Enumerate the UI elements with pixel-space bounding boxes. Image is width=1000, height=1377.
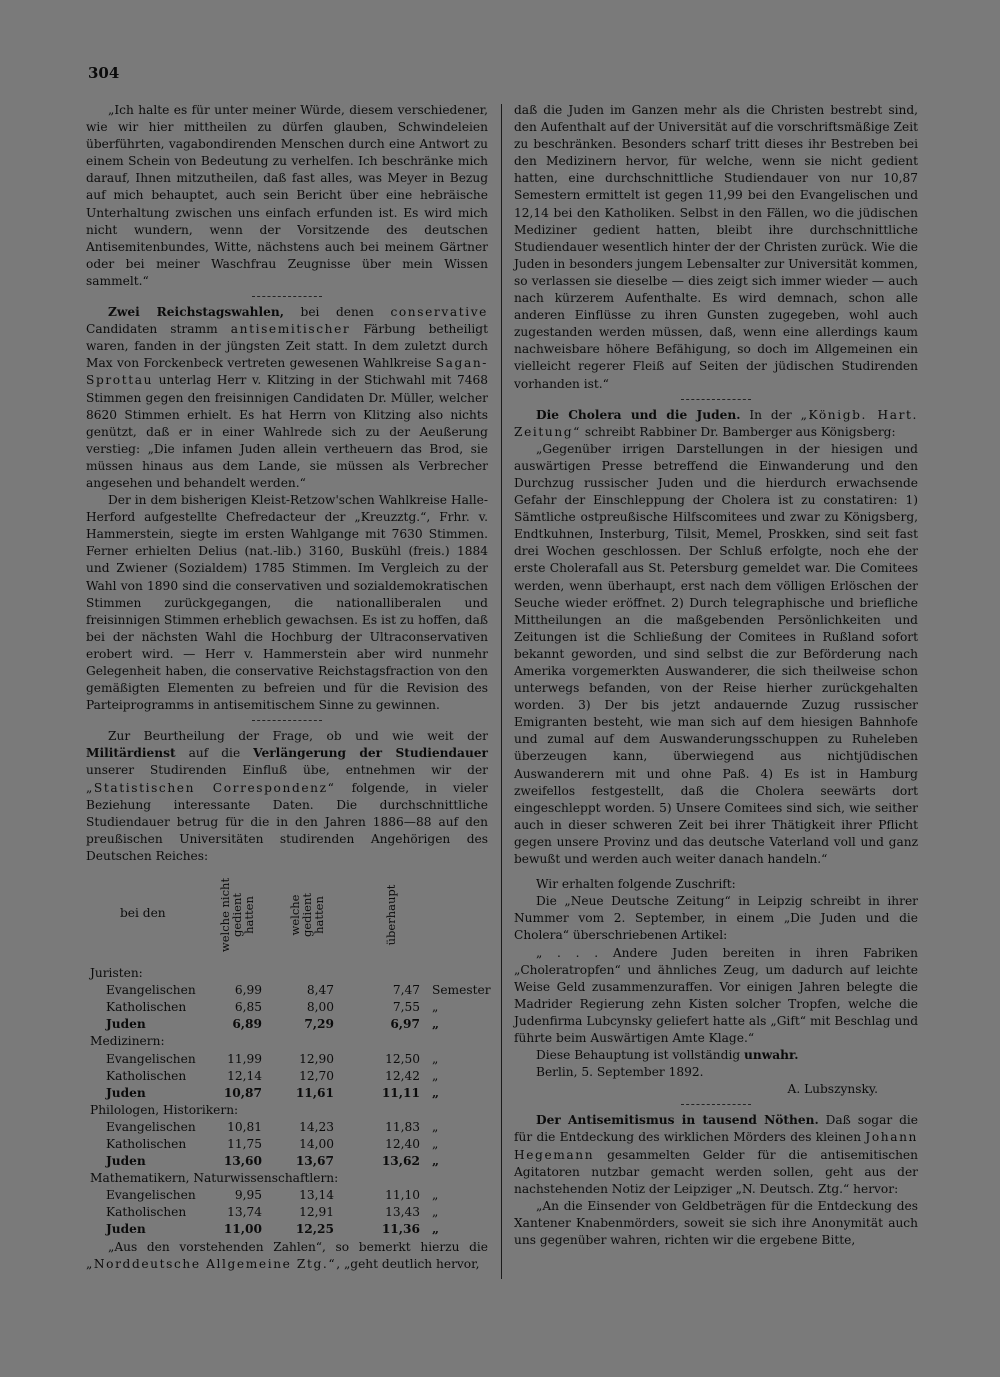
table-group-heading: Mathematikern, Naturwissenschaftlern: [90, 1171, 339, 1186]
quote-paragraph: „Ich halte es für unter meiner Würde, diesem verschiedener, wie wir hier mittheilen zu dürfen glauben, Schwindeleien überführten, vagabondirenden Menschen durch eine Antwort zu einem Schein von Bedeutung zu verhelfen. Ich beschränke mich darauf, Ihnen mitzutheilen, daß fast alles, was Meyer in Bezug auf mich behauptet, auch sein Bericht über eine hebräische Unterhaltung zwischen uns einfach erfunden ist. Es wird mich nicht wundern, wenn der Vorsitzende des deutschen Antisemitenbundes, Witte, nächstens auch bei meinem Gärtner oder bei meiner Waschfrau Zeugnisse über mein Wissen sammelt.“ [86, 103, 488, 288]
cell-overall: 7,47 [392, 983, 420, 998]
cell-unit: „ [432, 1119, 439, 1134]
table-row-label-header: bei den [120, 906, 166, 921]
table-row [86, 1187, 488, 1204]
cell-served: 14,23 [299, 1119, 334, 1134]
cell-overall: 13,43 [385, 1205, 420, 1220]
cell-unit: „ [432, 1222, 440, 1237]
cell-overall: 13,62 [381, 1154, 420, 1169]
table-body [86, 965, 491, 1239]
table-row [86, 1068, 488, 1085]
dateline: Berlin, 5. September 1892. [536, 1065, 704, 1080]
cell-overall: 11,83 [385, 1119, 420, 1134]
row-label: Juden [106, 1154, 146, 1169]
quote-paragraph: „An die Einsender von Geldbeträgen für die Entdeckung des Xantener Knabenmörders, soweit sie sich ihre Anonymität auch uns gegenüber wahren, richten wir die ergebene Bitte, [514, 1198, 918, 1247]
article-paragraph: Diese Behauptung ist vollständig unwahr. [536, 1048, 799, 1063]
quote-paragraph: „Gegenüber irrigen Darstellungen in der hiesigen und auswärtigen Presse betreffend die Einwanderung und den Durchzug russischer Juden und die hierdurch erwachsende Gefahr der Einschleppung der Cholera ist zu constatiren: 1) Sämtliche ostpreußische Hilfscomitees und zwar zu Königsberg, Endtkuhnen, Insterburg, Tilsit, Memel, Proskken, sind seit fast drei Wochen geschlossen. Der Schluß erfolgte, noch ehe der erste Cholerafall aus St. Petersburg gemeldet war. Die Comitees werden, wenn überhaupt, erst nach dem völligen Erlöschen der Seuche wieder eröffnet. 2) Durch telegraphische und briefliche Mittheilungen an die maßgebenden Persönlichkeiten und Zeitungen ist die Schließung der Comitees in Rußland sofort bekannt geworden, und sind selbst die zur Beförderung nach Amerika vorgemerkten Auswanderer, die sich theilweise schon unterwegs befanden, von der Reise hierher zurückgehalten worden. 3) Der bis jetzt andauernde Zuzug russischer Emigranten besteht, wie man sich auf dem hiesigen Bahnhofe und zumal auf dem Auswanderungsschuppen zu Ruheleben überzeugen kann, überwiegend aus nichtjüdischen Auswanderern mit und ohne Paß. 4) Es ist in Hamburg zweifellos festgestellt, daß die Cholera seewärts dort eingeschleppt worden. 5) Unsere Comitees sind sich, wie seither auch in dieser schweren Zeit bei ihrer Thätigkeit ihrer Pflicht gegen unsere Provinz und das deutsche Vaterland voll und ganz bewußt und werden auch weiter danach handeln.“ [514, 441, 918, 867]
article-paragraph: Der in dem bisherigen Kleist-Retzow'schen Wahlkreise Halle-Herford aufgestellte Chefredacteur der „Kreuzztg.“, Frhr. v. Hammerstein, siegte im ersten Wahlgange mit 7630 Stimmen. Ferner erhielten Delius (nat.-lib.) 3160, Buskühl (freis.) 1884 und Zwiener (Sozialdem) 1785 Stimmen. Im Vergleich zu der Wahl von 1890 sind die conservativen und sozialdemokratischen Stimmen zurückgegangen, die nationalliberalen und freisinnigen Stimmen erheblich gewachsen. Es ist zu hoffen, daß bei der nächsten Wahl die Hochburg der Ultraconservativen erobert wird. — Herr v. Hammerstein aber wird nunmehr Gelegenheit haben, die conservative Reichstagsfraction von den gemäßigten Elementen zu befreien und für die Revision des Parteiprogramms in antisemitischem Sinne zu gewinnen. [86, 493, 488, 713]
article-reichstagswahlen: Zwei Reichstagswahlen, bei denen conservative Candidaten stramm antisemitischer Färbung betheiligt waren, fanden in der jüngsten Zeit statt. In dem zuletzt durch Max von Forckenbeck vertreten gewesenen Wahlkreise Sagan-Sprottau unterlag Herr v. Klitzing in der Stichwahl mit 7468 Stimmen gegen den freisinnigen Candidaten Dr. Müller, welcher 8620 Stimmen erhielt. Es hat Herrn von Klitzing also nichts genützt, daß er in einer Wahlrede sich zu der Aeußerung verstieg: „Die infamen Juden allein vertheuern das Brod, sie müssen hinaus aus dem Lande, sie müssen als Verbrecher angesehen und behandelt werden.“ [86, 305, 488, 490]
section-separator [681, 1104, 751, 1105]
cell-unit: „ [432, 1017, 440, 1032]
table-row [86, 982, 491, 999]
row-label: Katholischen [106, 1068, 187, 1083]
cell-served: 14,00 [299, 1136, 334, 1151]
article-paragraph: Wir erhalten folgende Zuschrift: [536, 877, 736, 892]
row-label: Juden [106, 1085, 146, 1100]
row-label: Evangelischen [106, 1051, 196, 1066]
cell-not-served: 11,75 [227, 1136, 262, 1151]
row-label: Katholischen [106, 1000, 187, 1015]
article-heading: Der Antisemitismus in tausend Nöthen. [536, 1113, 819, 1128]
table-row [86, 1016, 488, 1033]
cell-served: 12,90 [299, 1051, 334, 1066]
cell-unit: „ [432, 1000, 439, 1015]
cell-not-served: 10,81 [227, 1119, 262, 1134]
cell-served: 7,29 [304, 1017, 334, 1032]
table-header [86, 867, 488, 965]
cell-unit: „ [432, 1051, 439, 1066]
article-heading: Die Cholera und die Juden. [536, 407, 741, 422]
cell-overall: 7,55 [392, 1000, 420, 1015]
table-group-heading: Philologen, Historikern: [90, 1102, 239, 1117]
table-row [86, 1136, 488, 1153]
page-number: 304 [88, 64, 120, 82]
row-label: Evangelischen [106, 1188, 196, 1203]
cell-overall: 11,11 [381, 1085, 420, 1100]
section-separator [252, 296, 322, 297]
cell-served: 8,00 [306, 1000, 334, 1015]
cell-served: 13,14 [299, 1188, 334, 1203]
column-header-served: welche gedient hatten [288, 893, 326, 938]
column-divider [501, 104, 502, 1279]
table-group-heading: Juristen: [90, 966, 143, 981]
cell-served: 12,25 [295, 1222, 334, 1237]
article-cholera: Die Cholera und die Juden. In der „Königb. Hart. Zeitung“ schreibt Rabbiner Dr. Bamberger aus Königsberg: [514, 407, 918, 439]
cell-not-served: 13,74 [227, 1205, 262, 1220]
row-label: Juden [106, 1017, 146, 1032]
section-separator [681, 399, 751, 400]
cell-unit: „ [432, 1136, 439, 1151]
row-label: Evangelischen [106, 1119, 196, 1134]
section-separator [252, 720, 322, 721]
cell-unit: „ [432, 1154, 440, 1169]
cell-unit: „ [432, 1068, 439, 1083]
article-antisemitismus: Der Antisemitismus in tausend Nöthen. Daß sogar die für die Entdeckung des wirklichen Mörders des kleinen Johann Hegemann gesammelten Gelder für die antisemitischen Agitatoren nutzbar gemacht werden sollen, geht aus der nachstehenden Notiz der Leipziger „N. Deutsch. Ztg.“ hervor: [514, 1113, 919, 1196]
cell-not-served: 6,85 [234, 1000, 262, 1015]
right-column [514, 102, 918, 1249]
cell-unit: „ [432, 1205, 439, 1220]
article-heading: Zwei Reichstagswahlen, [108, 305, 284, 320]
cell-not-served: 6,99 [234, 983, 262, 998]
table-row [86, 1153, 488, 1170]
cell-unit: „ [432, 1085, 440, 1100]
table-row [86, 1204, 488, 1221]
study-duration-table [86, 867, 491, 1239]
quote-paragraph: „ . . . Andere Juden bereiten in ihren Fabriken „Choleratropfen“ und ähnliches Zeug, um dadurch auf leichte Weise Geld zusammenzuraffen. Vor einigen Jahren belegte die Madrider Regierung zehn Kisten solcher Tropfen, welche die Judenfirma Lubcynsky geliefert hatte als „Gift“ mit Beschlag und führte beim Auswärtigen Amte Klage.“ [514, 945, 918, 1045]
cell-overall: 12,40 [385, 1136, 420, 1151]
cell-not-served: 12,14 [227, 1068, 262, 1083]
cell-overall: 11,10 [385, 1188, 420, 1203]
cell-served: 13,67 [295, 1154, 334, 1169]
cell-overall: 11,36 [381, 1222, 420, 1237]
table-row [86, 999, 488, 1016]
row-label: Evangelischen [106, 983, 196, 998]
cell-served: 12,91 [299, 1205, 334, 1220]
column-header-overall: überhaupt [384, 884, 398, 946]
table-group-heading: Medizinern: [90, 1034, 165, 1049]
cell-not-served: 10,87 [223, 1085, 262, 1100]
cell-unit: Semester [432, 983, 491, 998]
row-label: Katholischen [106, 1205, 187, 1220]
cell-served: 12,70 [299, 1068, 334, 1083]
cell-unit: „ [432, 1188, 439, 1203]
cell-not-served: 13,60 [223, 1154, 262, 1169]
cell-not-served: 6,89 [232, 1017, 262, 1032]
article-militaerdienst: Zur Beurtheilung der Frage, ob und wie weit der Militärdienst auf die Verlängerung der Studiendauer unserer Studirenden Einfluß übe, entnehmen wir der „Statistischen Correspondenz“ folgende, in vieler Beziehung interessante Daten. Die durchschnittliche Studiendauer betrug für die in den Jahren 1886—88 auf den preußischen Universitäten studirenden Angehörigen des Deutschen Reiches: [86, 729, 488, 863]
cell-served: 8,47 [306, 983, 334, 998]
column-header-not-served: welche nicht gedient hatten [218, 877, 256, 953]
table-row [86, 1119, 488, 1136]
cell-overall: 6,97 [390, 1017, 420, 1032]
table-row [86, 1221, 488, 1238]
cell-not-served: 9,95 [234, 1188, 262, 1203]
cell-not-served: 11,99 [227, 1051, 262, 1066]
article-paragraph: daß die Juden im Ganzen mehr als die Christen bestrebt sind, den Aufenthalt auf der Universität auf die vorschriftsmäßige Zeit zu beschränken. Besonders scharf tritt dieses ihr Bestreben bei den Medizinern hervor, für welche, wenn sie nicht gedient hatten, eine durchschnittliche Studiendauer von nur 10,87 Semestern ermittelt ist gegen 11,99 bei den Evangelischen und 12,14 bei den Katholiken. Selbst in den Fällen, wo die jüdischen Mediziner gedient hatten, bleibt ihre durchschnittliche Studiendauer wesentlich hinter der der Christen zurück. Wie die Juden in besonders jungem Lebensalter zur Universität kommen, so verlassen sie dieselbe — dies zeigt sich immer wieder — auch nach kürzerem Aufenthalte. Es wird demnach, schon alle anderen Einflüsse zu ihren Gunsten zugegeben, wohl auch zugestanden werden müssen, daß, wenn eine allerdings kaum nachweisbare höhere Befähigung, so doch im Allgemeinen ein vielleicht regerer Fleiß auf Seiten der jüdischen Studirenden vorhanden ist.“ [514, 103, 918, 391]
cell-overall: 12,42 [385, 1068, 420, 1083]
cell-served: 11,61 [295, 1085, 334, 1100]
left-column [86, 102, 491, 1273]
cell-not-served: 11,00 [223, 1222, 262, 1237]
row-label: Katholischen [106, 1136, 187, 1151]
table-row [86, 1085, 488, 1102]
table-row [86, 1051, 488, 1068]
article-paragraph: „Aus den vorstehenden Zahlen“, so bemerkt hierzu die „Norddeutsche Allgemeine Ztg.“, „geht deutlich hervor, [86, 1239, 488, 1271]
row-label: Juden [106, 1222, 146, 1237]
cell-overall: 12,50 [385, 1051, 420, 1066]
article-paragraph: Die „Neue Deutsche Zeitung“ in Leipzig schreibt in ihrer Nummer vom 2. September, in einem „Die Juden und die Cholera“ überschriebenen Artikel: [514, 894, 918, 943]
signature: A. Lubszynsky. [787, 1082, 878, 1097]
